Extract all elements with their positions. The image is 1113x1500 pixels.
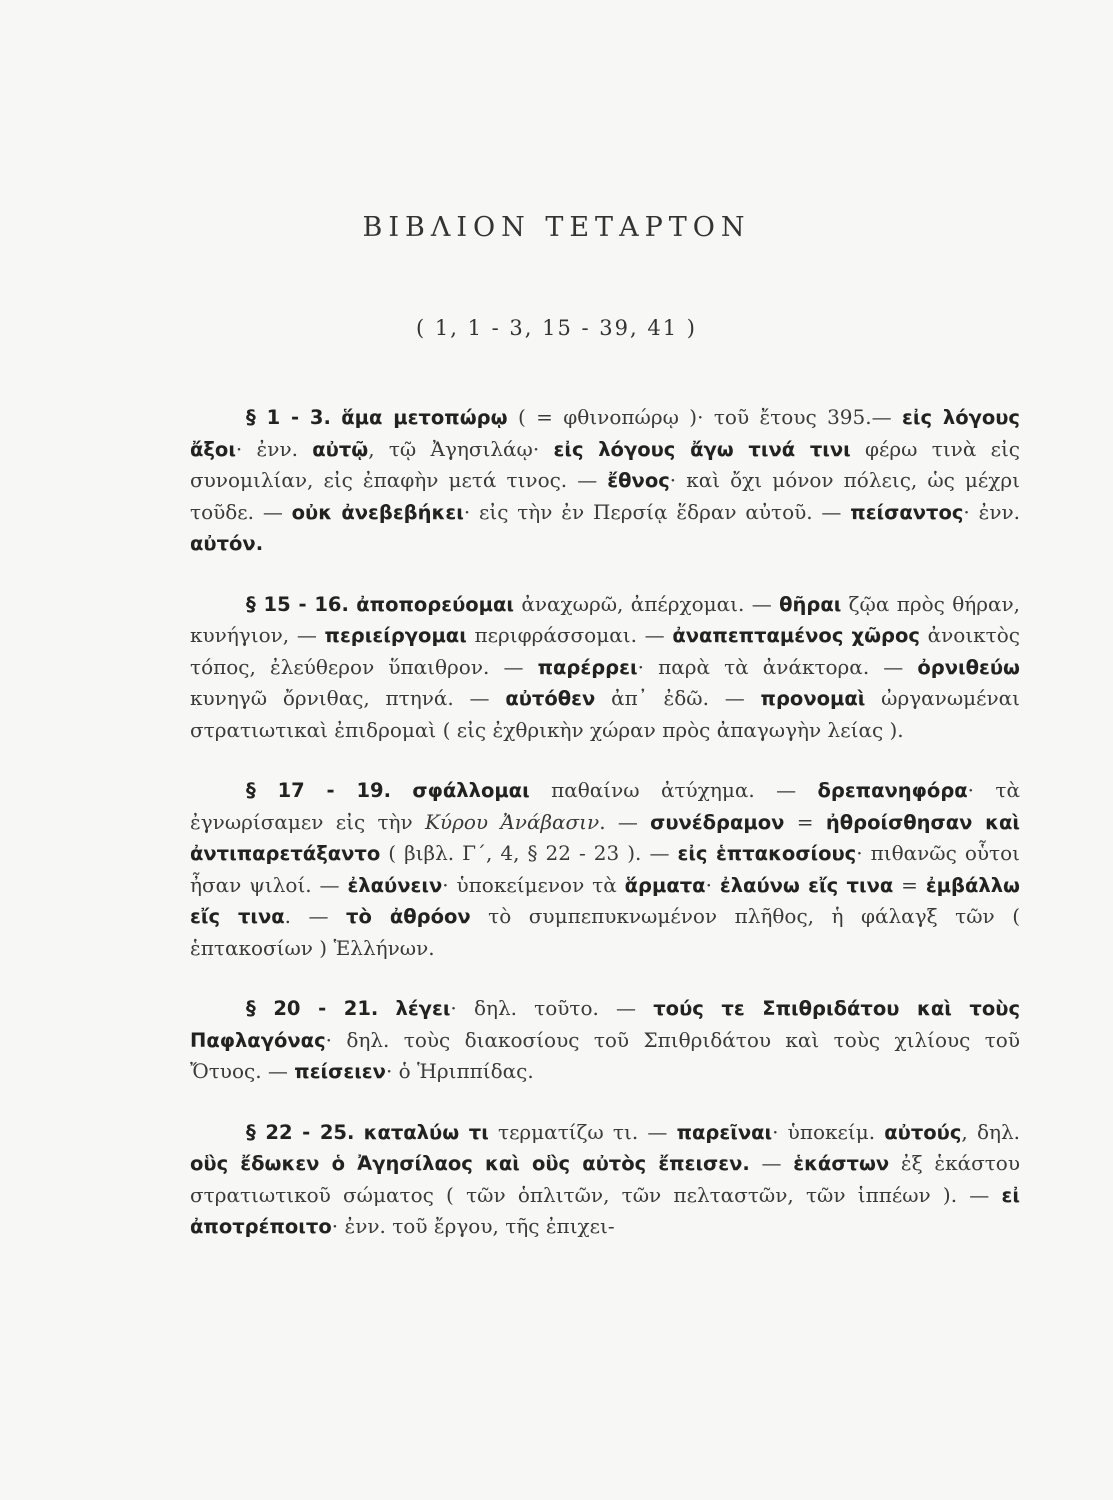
commentary-body <box>190 402 1020 1272</box>
text-segment: · ἐνν. <box>235 436 313 461</box>
text-segment: , δηλ. <box>961 1119 1021 1144</box>
text-segment: κυνηγῶ ὄρνιθας, πτηνά. — <box>190 686 506 710</box>
text-segment: · πιθανῶς οὗτοι ἦσαν ψιλοί. — <box>190 841 1020 897</box>
lemma: τούς τε Σπιθριδάτου καὶ τοὺς Παφλαγόνας <box>190 997 1021 1052</box>
lemma: τὸ ἀθρόον <box>346 905 471 928</box>
lemma: πείσαντος <box>850 500 964 524</box>
text-segment <box>354 1120 363 1144</box>
book-reference: Κύρου Ἀνάβασιν <box>424 809 600 834</box>
text-segment: παθαίνω ἀτύχημα. — <box>529 778 818 802</box>
text-segment: · ὑποκείμενον τὰ <box>442 872 625 897</box>
text-segment: · καὶ ὄχι μόνον πόλεις, ὡς μέχρι τοῦδε. — <box>190 468 1020 524</box>
lemma: αὐτῷ <box>312 437 369 461</box>
lemma: ἅρματα <box>624 873 706 897</box>
text-segment: φέρω τινὰ εἰς συνομιλίαν, εἰς ἐπαφὴν μετά τινος. — <box>190 436 1020 492</box>
paragraph-1-3 <box>190 402 1020 560</box>
section-number: § 20 - 21. <box>246 997 379 1020</box>
lemma: ὀρνιθεύω <box>917 655 1021 679</box>
text-segment: ( = φθινοπώρῳ )· τοῦ ἔτους 395.— <box>507 405 903 429</box>
lemma: θῆραι <box>779 592 842 616</box>
lemma: εἰς λόγους ἄγω τινά τινι <box>553 437 851 461</box>
text-segment: ( βιβλ. Γ΄, 4, § 22 - 23 ). — <box>380 841 678 865</box>
page-subtitle: ( 1, 1 - 3, 15 - 39, 41 ) <box>416 316 697 340</box>
text-segment <box>378 996 395 1020</box>
lemma: πείσειεν <box>294 1060 386 1083</box>
lemma: ἀποπορεύομαι <box>356 592 515 616</box>
text-segment: . — <box>284 904 347 928</box>
text-segment: ἀπ᾽ ἐδῶ. — <box>595 686 761 710</box>
lemma: εἰ ἀποτρέποιτο <box>190 1183 1020 1238</box>
text-segment: ὠργανωμέναι στρατιωτικαὶ ἐπιδρομαὶ ( εἰς ἐχθρικὴν χώραν πρὸς ἀπαγωγὴν λείας ). <box>190 686 1021 742</box>
lemma: οὐκ ἀνεβεβήκει <box>291 500 464 524</box>
lemma: καταλύω τι <box>363 1120 489 1144</box>
lemma: σφάλλομαι <box>412 779 530 802</box>
lemma: εἰς λόγους ἄξοι <box>190 406 1020 461</box>
lemma: ἔθνος <box>607 469 670 492</box>
text-segment: . — <box>599 809 651 834</box>
text-segment: περιφράσσομαι. — <box>466 623 673 647</box>
text-segment: · δηλ. τοὺς διακοσίους τοῦ Σπιθριδάτου καὶ τοὺς χιλίους τοῦ Ὄτυος. — <box>190 1027 1020 1083</box>
text-segment: · τὰ ἐγνωρίσαμεν εἰς τὴν <box>190 778 1020 834</box>
text-segment: , τῷ Ἀγησιλάῳ· <box>368 436 554 461</box>
lemma: προνομαὶ <box>760 687 866 710</box>
lemma: ἀναπεπταμένος χῶρος <box>672 624 920 647</box>
text-segment: ἐξ ἑκάστου στρατιωτικοῦ σώματος ( τῶν ὁπλιτῶν, τῶν πελταστῶν, τῶν ἱππέων ). — <box>190 1151 1020 1207</box>
text-segment: · εἰς τὴν ἐν Περσίᾳ ἕδραν αὐτοῦ. — <box>463 499 851 524</box>
text-segment: τερματίζω τι. — <box>488 1119 677 1144</box>
lemma: αὐτόθεν <box>505 687 596 710</box>
lemma: παρεῖναι <box>676 1120 773 1144</box>
text-segment: · ἐνν. τοῦ ἔργου, τῆς ἐπιχει- <box>331 1214 615 1238</box>
lemma: οὓς ἔδωκεν ὁ Ἀγησίλαος καὶ οὓς αὐτὸς ἔπεισεν. <box>190 1152 750 1175</box>
text-segment: ζῷα πρὸς θήραν, κυνήγιον, — <box>190 591 1020 647</box>
lemma: εἰς ἑπτακοσίους <box>677 842 857 865</box>
section-number: § 17 - 19. <box>246 779 392 802</box>
text-segment: · ὁ Ἡριππίδας. <box>385 1059 534 1083</box>
page-title: ΒΙΒΛΙΟΝ ΤΕΤΑΡΤΟΝ <box>362 212 751 243</box>
lemma: αὐτόν. <box>190 532 264 555</box>
text-segment: ἀναχωρῶ, ἀπέρχομαι. — <box>514 591 780 616</box>
lemma: ἐμβάλλω εἴς τινα <box>190 873 1020 928</box>
section-number: § 1 - 3. <box>246 406 331 429</box>
lemma: ἅμα μετοπώρῳ <box>341 406 508 429</box>
paragraph-15-16 <box>190 589 1020 747</box>
paragraph-22-25 <box>190 1117 1020 1243</box>
lemma: ἑκάστων <box>793 1152 890 1175</box>
lemma: συνέδραμον <box>650 810 785 834</box>
text-segment: ἀνοικτὸς τόπος, ἐλεύθερον ὕπαιθρον. — <box>190 623 1020 679</box>
text-segment: = <box>784 809 826 834</box>
lemma: ἐλαύνειν <box>347 873 443 897</box>
text-segment: · <box>705 872 720 897</box>
lemma: λέγει <box>395 997 451 1020</box>
text-segment: · ὑποκείμ. <box>772 1119 885 1144</box>
paragraph-17-19 <box>190 775 1020 964</box>
lemma: δρεπανηφόρα <box>817 779 968 802</box>
text-segment: · δηλ. τοῦτο. — <box>450 996 654 1020</box>
lemma: αὐτούς <box>884 1120 962 1144</box>
text-segment: — <box>749 1151 794 1175</box>
text-segment: τὸ συμπεπυκνωμένον πλῆθος, ἡ φάλαγξ τῶν ( ἑπτακοσίων ) Ἑλλήνων. <box>190 904 1020 960</box>
lemma: περιείργομαι <box>324 624 467 647</box>
section-number: § 15 - 16. <box>246 592 349 616</box>
text-segment: = <box>893 872 926 897</box>
text-segment <box>331 405 341 429</box>
lemma: ἠθροίσθησαν καὶ ἀντιπαρετάξαντο <box>190 810 1021 865</box>
lemma: παρέρρει <box>537 655 638 679</box>
text-segment: · παρὰ τὰ ἀνάκτορα. — <box>637 654 918 679</box>
text-segment <box>391 778 412 802</box>
section-number: § 22 - 25. <box>246 1120 355 1144</box>
text-segment: · ἐνν. <box>963 499 1021 524</box>
lemma: ἐλαύνω εἴς τινα <box>719 873 894 897</box>
paragraph-20-21 <box>190 993 1020 1088</box>
